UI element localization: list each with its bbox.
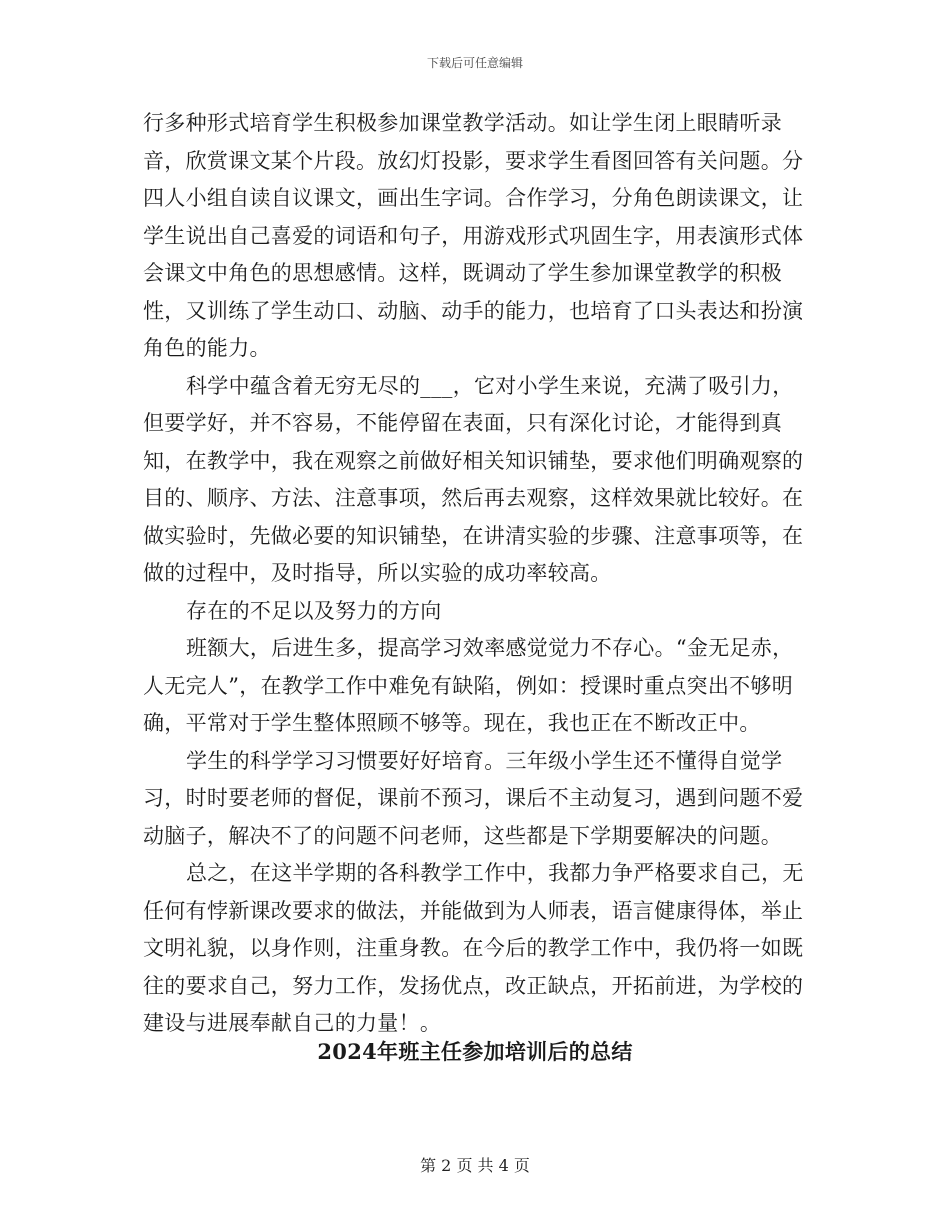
document-body — [143, 105, 813, 1043]
page-footer: 第 2 页 共 4 页 — [420, 1156, 530, 1175]
paragraph-1: 行多种形式培育学生积极参加课堂教学活动。如让学生闭上眼睛听录音，欣赏课文某个片段。放幻灯投影，要求学生看图回答有关问题。分四人小组自读自议课文，画出生字词。合作学习，分角色朗读课文，让学生说出自己喜爱的词语和句子，用游戏形式巩固生字，用表演形式体会课文中角色的思想感情。这样，既调动了学生参加课堂教学的积极性，又训练了学生动口、动脑、动手的能力，也培育了口头表达和扮演角色的能力。 — [143, 111, 804, 360]
paragraph-4: 学生的科学学习习惯要好好培育。三年级小学生还不懂得自觉学习，时时要老师的督促，课前不预习，课后不主动复习，遇到问题不爱动脑子，解决不了的问题不问老师，这些都是下学期要解决的问题。 — [143, 748, 804, 848]
section-title: 2024年班主任参加培训后的总结 — [317, 1039, 633, 1064]
paragraph-3: 班额大，后进生多，提高学习效率感觉觉力不存心。“金无足赤，人无完人”，在教学工作中难免有缺陷，例如：授课时重点突出不够明确，平常对于学生整体照顾不够等。现在，我也正在不断改正中。 — [143, 636, 794, 735]
paragraph-2: 科学中蕴含着无穷无尽的___，它对小学生来说，充满了吸引力，但要学好，并不容易，不能停留在表面，只有深化讨论，才能得到真知，在教学中，我在观察之前做好相关知识铺垫，要求他们明确观察的目的、顺序、方法、注意事项，然后再去观察，这样效果就比较好。在做实验时，先做必要的知识铺垫，在讲清实验的步骤、注意事项等，在做的过程中，及时指导，所以实验的成功率较高。 — [143, 373, 804, 585]
section-heading-shortcomings: 存在的不足以及努力的方向 — [186, 598, 442, 623]
page-header: 下载后可任意编辑 — [426, 56, 523, 70]
paragraph-5: 总之，在这半学期的各科教学工作中，我都力争严格要求自己，无任何有悖新课改要求的做法，并能做到为人师表，语言健康得体，举止文明礼貌，以身作则，注重身教。在今后的教学工作中，我仍将一如既往的要求自己，努力工作，发扬优点，改正缺点，开拓前进，为学校的建设与进展奉献自己的力量！。 — [143, 861, 804, 1035]
